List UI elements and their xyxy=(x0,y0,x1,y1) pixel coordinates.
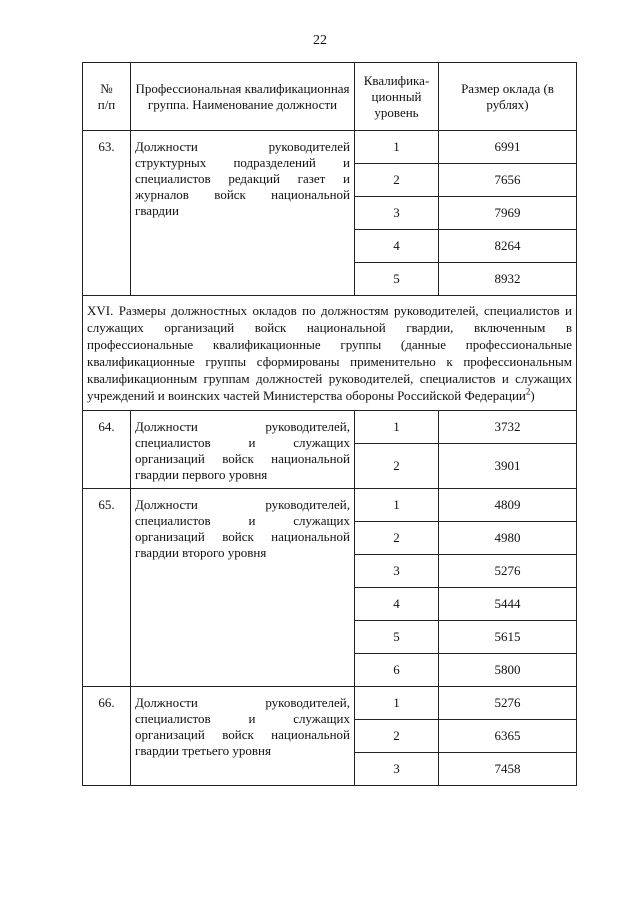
header-num: № п/п xyxy=(83,63,131,131)
salary-cell: 3732 xyxy=(439,411,577,444)
table-row xyxy=(83,489,577,522)
section-tail: ) xyxy=(530,388,535,403)
salary-cell: 7969 xyxy=(439,197,577,230)
salary-cell: 5276 xyxy=(439,555,577,588)
level-cell: 6 xyxy=(355,654,439,687)
row-number: 66. xyxy=(83,687,131,786)
level-cell: 2 xyxy=(355,164,439,197)
level-cell: 1 xyxy=(355,411,439,444)
level-cell: 1 xyxy=(355,131,439,164)
table-row xyxy=(83,687,577,720)
salary-cell: 5276 xyxy=(439,687,577,720)
position-name: Должности руководителей, специалистов и служащих организаций войск национальной гвардии второго уровня xyxy=(131,489,355,687)
row-number: 63. xyxy=(83,131,131,296)
footnote-mark: 2 xyxy=(525,386,531,397)
position-name: Должности руководителей, специалистов и служащих организаций войск национальной гвардии третьего уровня xyxy=(131,687,355,786)
section-row xyxy=(83,296,577,411)
page-number: 22 xyxy=(313,33,327,48)
position-name: Должности руководителей структурных подразделений и специалистов редакций газет и журналов войск национальной гвардии xyxy=(131,131,355,296)
salary-cell: 7656 xyxy=(439,164,577,197)
header-salary: Размер оклада (в рублях) xyxy=(439,63,577,131)
salary-cell: 7458 xyxy=(439,753,577,786)
section-heading xyxy=(83,296,577,411)
salary-cell: 4809 xyxy=(439,489,577,522)
level-cell: 5 xyxy=(355,263,439,296)
level-cell: 3 xyxy=(355,555,439,588)
row-number: 64. xyxy=(83,411,131,489)
table-row xyxy=(83,411,577,444)
level-cell: 1 xyxy=(355,489,439,522)
salary-cell: 6365 xyxy=(439,720,577,753)
header-level: Квалифика-ционный уровень xyxy=(355,63,439,131)
level-cell: 2 xyxy=(355,720,439,753)
header-group: Профессиональная квалификационная группа. Наименование должности xyxy=(131,63,355,131)
salary-cell: 3901 xyxy=(439,444,577,489)
table-row xyxy=(83,131,577,164)
salary-cell: 5800 xyxy=(439,654,577,687)
level-cell: 3 xyxy=(355,753,439,786)
level-cell: 1 xyxy=(355,687,439,720)
salary-document xyxy=(82,62,576,786)
row-number: 65. xyxy=(83,489,131,687)
level-cell: 2 xyxy=(355,444,439,489)
level-cell: 2 xyxy=(355,522,439,555)
level-cell: 4 xyxy=(355,230,439,263)
salary-cell: 8264 xyxy=(439,230,577,263)
level-cell: 3 xyxy=(355,197,439,230)
salary-cell: 4980 xyxy=(439,522,577,555)
salary-cell: 5444 xyxy=(439,588,577,621)
salary-cell: 8932 xyxy=(439,263,577,296)
level-cell: 5 xyxy=(355,621,439,654)
salary-cell: 6991 xyxy=(439,131,577,164)
table-header-row xyxy=(83,63,577,131)
salary-cell: 5615 xyxy=(439,621,577,654)
salary-table xyxy=(82,62,577,786)
level-cell: 4 xyxy=(355,588,439,621)
position-name: Должности руководителей, специалистов и служащих организаций войск национальной гвардии первого уровня xyxy=(131,411,355,489)
section-text: XVI. Размеры должностных окладов по должностям руководителей, специалистов и служащих организаций войск национальной гвардии, включенным в профессиональные квалификационные группы (данные профессиональные квалификационные группы сформированы применительно к профессиональным квалификационным группам должностей руководителей, специалистов и служащих учреждений и воинских частей Министерства обороны Российской Федерации xyxy=(87,303,572,403)
